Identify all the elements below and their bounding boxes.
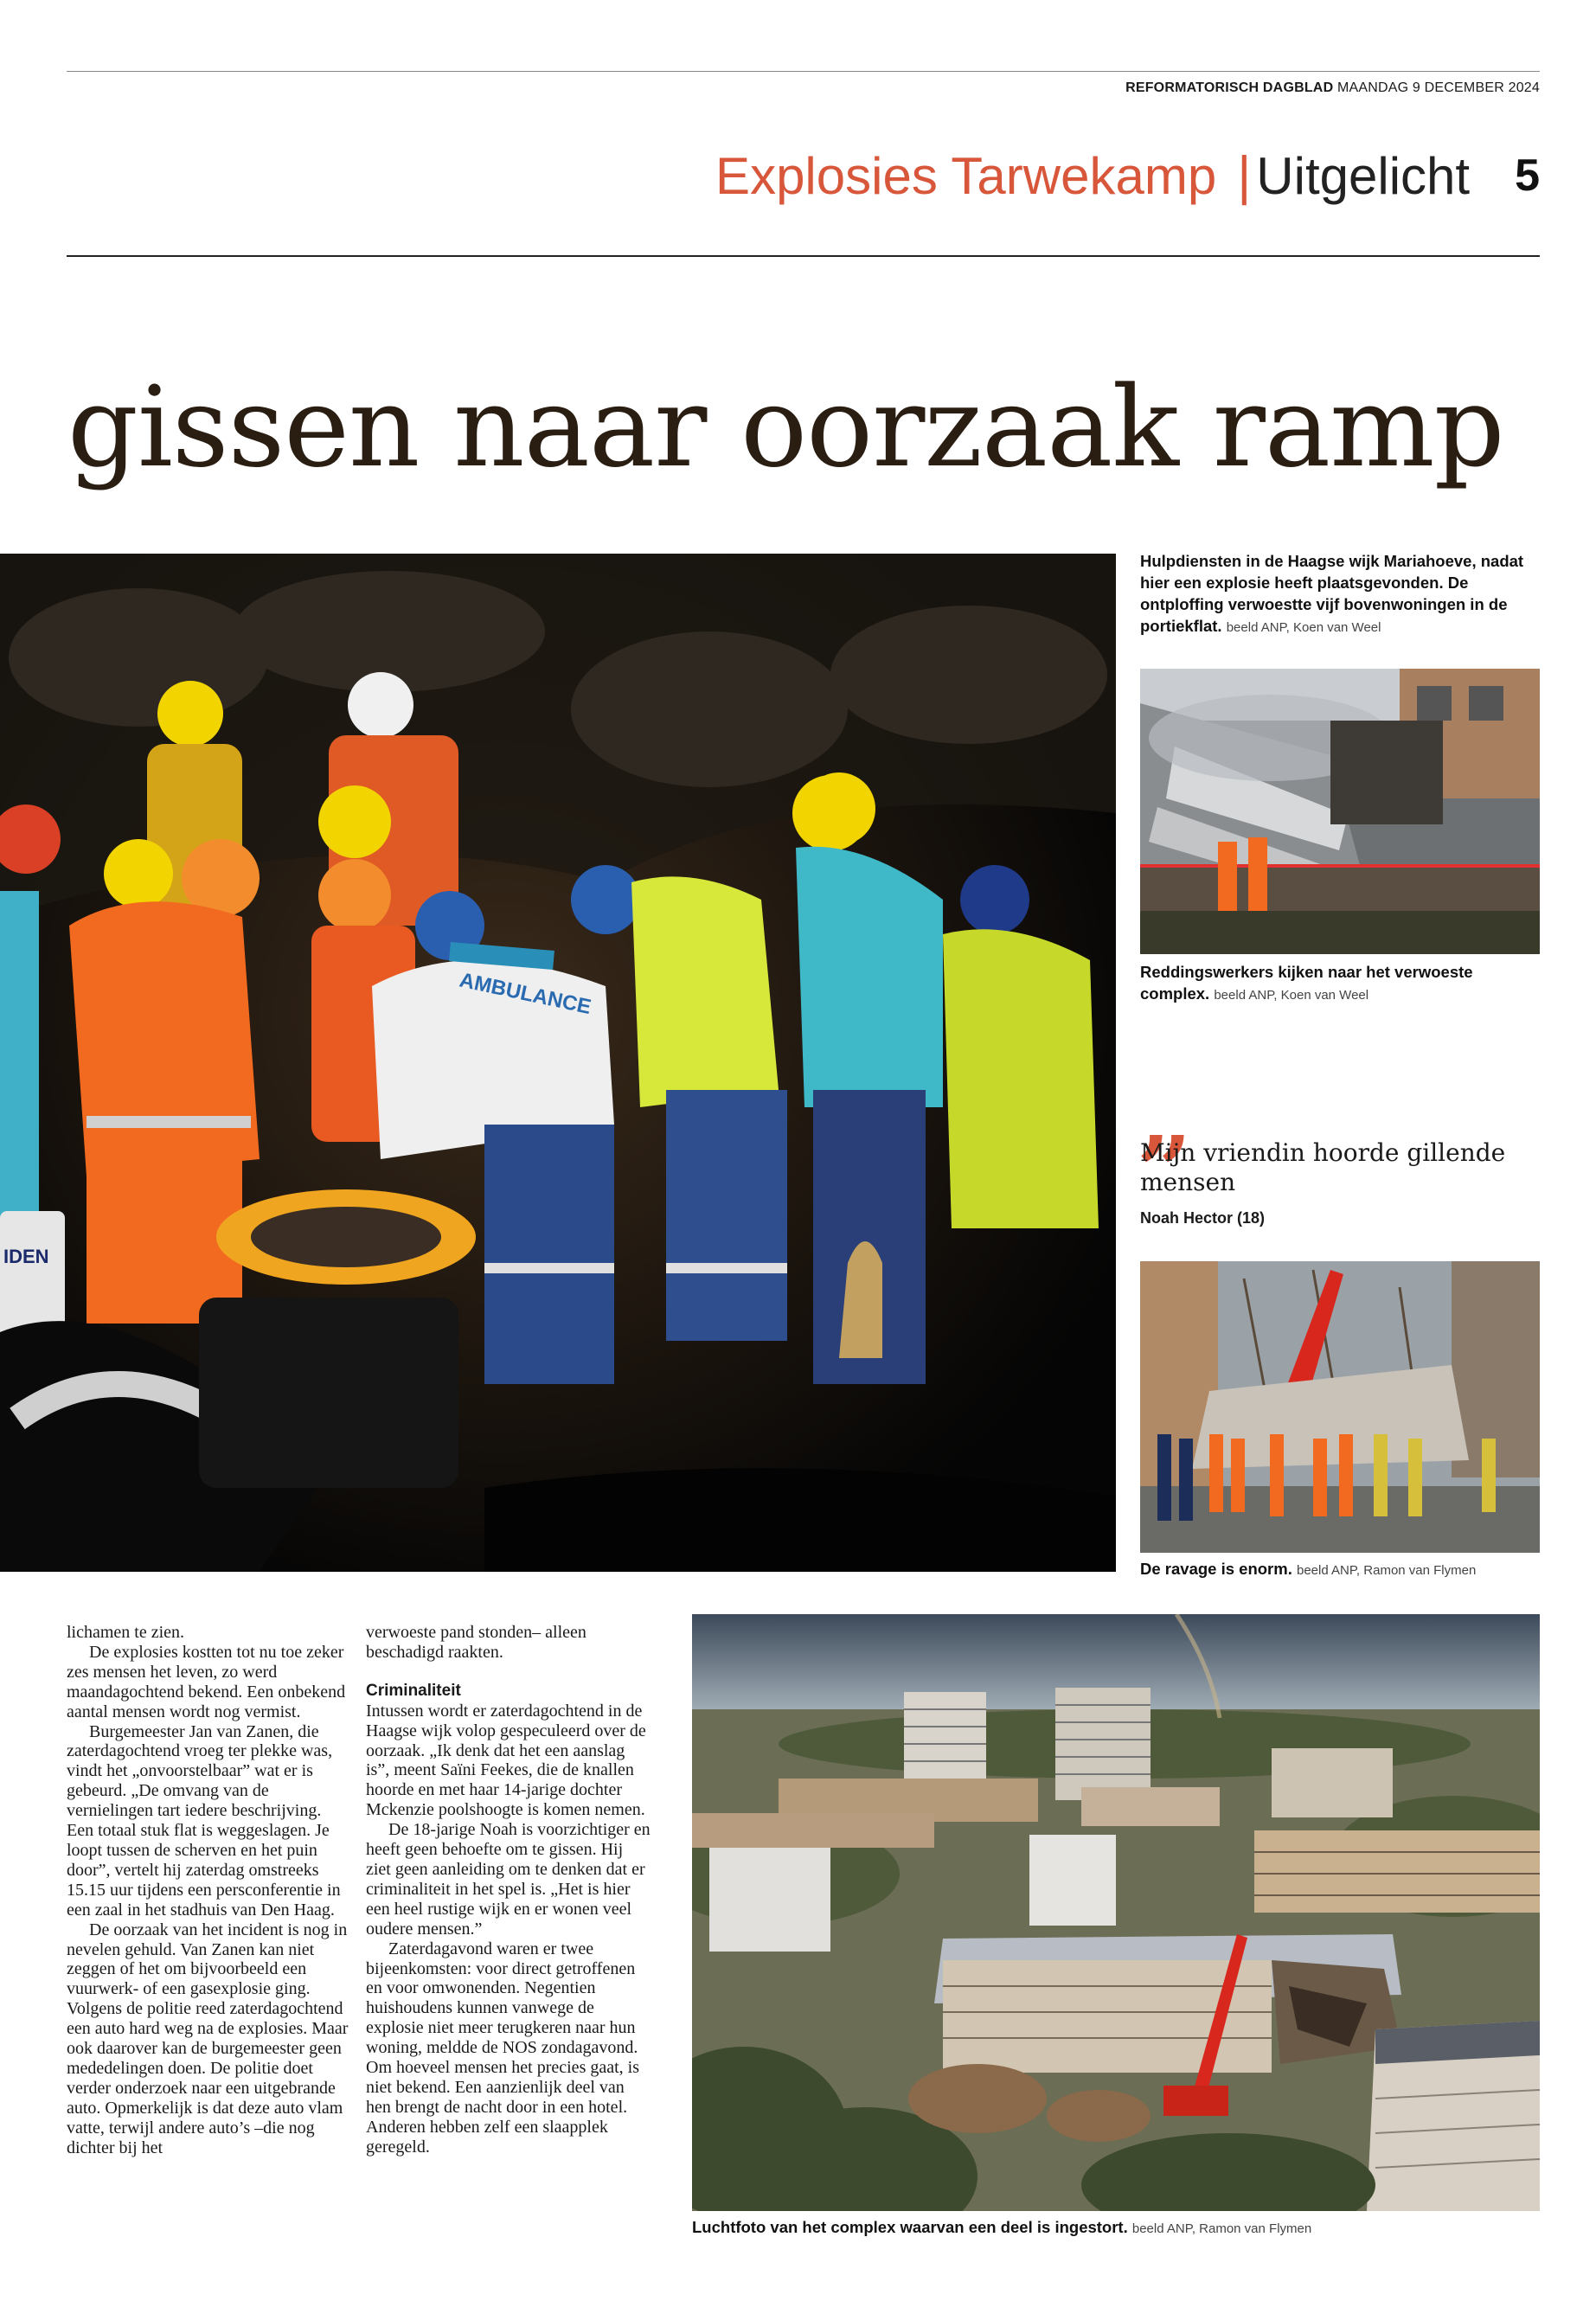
aerial-caption-credit: beeld ANP, Ramon van Flymen	[1131, 2221, 1312, 2236]
side1-caption-credit: beeld ANP, Koen van Weel	[1214, 988, 1369, 1003]
section-name: Uitgelicht	[1256, 146, 1471, 205]
aerial-caption-text: Luchtfoto van het complex waarvan een deel is ingestort.	[692, 2218, 1128, 2236]
aerial-photo-caption	[692, 2216, 1540, 2240]
main-caption-credit: beeld ANP, Koen van Weel	[1226, 620, 1381, 635]
side-photo-2-caption	[1140, 1558, 1540, 1581]
article-column-1	[67, 1623, 352, 2157]
main-photo	[0, 554, 1116, 1572]
quote-mark: „	[1138, 1061, 1194, 1172]
article-column-2	[366, 1623, 651, 2157]
subhead-criminaliteit: Criminaliteit	[366, 1681, 461, 1700]
masthead-paper: REFORMATORISCH DAGBLAD	[1125, 80, 1334, 95]
main-photo-caption	[1140, 550, 1540, 638]
pull-quote: Mijn vriendin hoorde gillende mensen	[1140, 1138, 1506, 1196]
side1-caption-text: Reddingswerkers kijken naar het verwoeste complex.	[1140, 963, 1473, 1003]
col2-para-2: De 18-jarige Noah is voorzichtiger en heeft geen behoefte om te gissen. Hij ziet geen aanleiding om te denken dat er criminaliteit in het spel is. „Het is hier een heel rustige wijk en er wonen veel oudere mensen.”	[366, 1820, 651, 1939]
col1-para-4: De oorzaak van het incident is nog in nevelen gehuld. Van Zanen kan niet zeggen of het om bijvoorbeeld een vuurwerk- of een gasexplosie ging. Volgens de politie reed zaterdagochtend een auto hard weg na de explosies. Maar ook daarover kan de burgemeester geen mededelingen doen. De politie doet verder onderzoek naar een uitgebrande auto. Opmerkelijk is dat deze auto vlam vatte, terwijl andere auto’s –die nog dichter bij het	[67, 1920, 349, 2157]
top-rule	[67, 71, 1540, 72]
section-topic: Explosies Tarwekamp	[715, 146, 1217, 205]
section-separator: |	[1237, 145, 1252, 206]
vest-text: AMBULANCE	[457, 968, 593, 1020]
page-number: 5	[1515, 151, 1540, 201]
header-rule	[67, 255, 1540, 257]
side-photo-2	[1140, 1261, 1540, 1553]
col1-para-1: lichamen te zien.	[67, 1623, 185, 1642]
section-header	[715, 141, 1540, 210]
side-photo-1-caption	[1140, 961, 1540, 1006]
side2-caption-text: De ravage is enorm.	[1140, 1560, 1292, 1578]
side2-caption-credit: beeld ANP, Ramon van Flymen	[1296, 1563, 1477, 1578]
col1-para-3: Burgemeester Jan van Zanen, die zaterdagochtend vroeg ter plekke was, vindt het „onvoorstelbaar” wat er is gebeurd. „De omvang van de vernielingen tart iedere beschrijving. Een totaal stuk flat is weggeslagen. Je loopt tussen de scherven en het puin door”, vertelt hij zaterdag omstreeks 15.15 uur tijdens een persconferentie in een zaal in het stadhuis van Den Haag.	[67, 1721, 341, 1920]
aerial-photo	[692, 1614, 1540, 2211]
main-caption-text: Hulpdiensten in de Haagse wijk Mariahoeve, nadat hier een explosie heeft plaatsgevonden. De ontploffing verwoestte vijf bovenwoningen in de portiekflat.	[1140, 552, 1524, 635]
headline: gissen naar oorzaak ramp	[67, 363, 1504, 492]
side-photo-1	[1140, 669, 1540, 954]
col1-para-2: De explosies kostten tot nu toe zeker zes mensen het leven, zo werd maandagochtend bekend. Een onbekend aantal mensen wordt nog vermist.	[67, 1642, 346, 1721]
masthead	[1125, 80, 1540, 96]
case-text: IDEN	[3, 1246, 49, 1267]
masthead-date: MAANDAG 9 DECEMBER 2024	[1336, 80, 1540, 95]
col2-para-1: Intussen wordt er zaterdagochtend in de Haagse wijk volop gespeculeerd over de oorzaak. „Ik denk dat het een aanslag is”, meent Saïni Feekes, die de knallen hoorde en met haar 14-jarige dochter Mckenzie poolshoogte is komen nemen.	[366, 1701, 646, 1820]
quote-author: Noah Hector (18)	[1140, 1209, 1266, 1227]
col2-para-3: Zaterdagavond waren er twee bijeenkomsten: voor direct getroffenen en voor omwonenden. Negentien huishoudens kunnen vanwege de explosie niet meer terugkeren naar hun woning, meldde de NOS zondagavond. Om hoeveel mensen het precies gaat, is niet bekend. Een aanzienlijk deel van hen brengt de nacht door in een hotel. Anderen hebben zelf een slaapplek geregeld.	[366, 1939, 639, 2157]
col2-intro: verwoeste pand stonden– alleen beschadigd raakten.	[366, 1623, 586, 1662]
